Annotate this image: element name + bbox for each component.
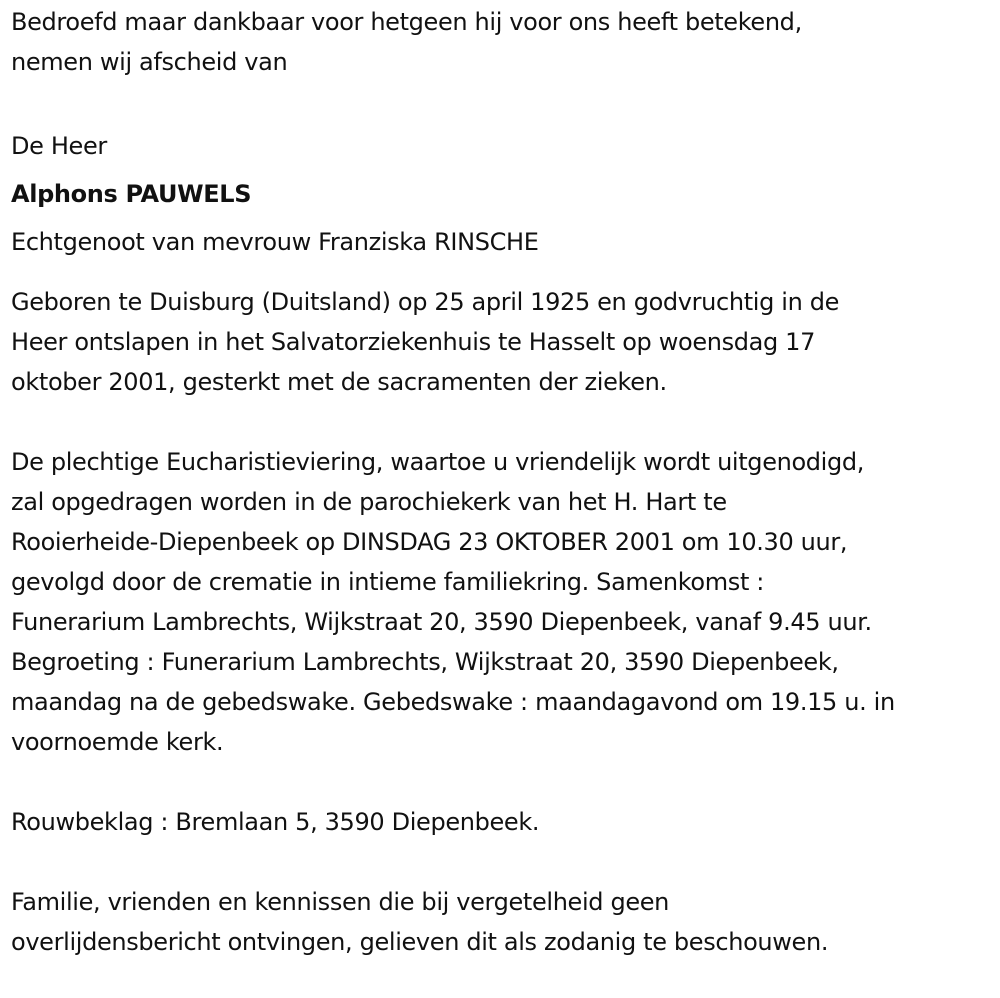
condolence-line: Rouwbeklag : Bremlaan 5, 3590 Diepenbeek. <box>11 808 540 836</box>
person-title: De Heer <box>11 132 107 160</box>
ceremony-line: voornoemde kerk. <box>11 728 224 756</box>
closing-paragraph <box>11 882 996 962</box>
ceremony-line: maandag na de gebedswake. Gebedswake : maandagavond om 19.15 u. in <box>11 688 895 716</box>
spacer <box>11 842 996 882</box>
intro-paragraph <box>11 2 996 82</box>
condolence-paragraph <box>11 802 996 842</box>
spacer <box>11 82 996 122</box>
spacer <box>11 266 996 282</box>
person-block <box>11 122 996 266</box>
spacer <box>11 762 996 802</box>
ceremony-paragraph <box>11 442 996 762</box>
ceremony-line: Begroeting : Funerarium Lambrechts, Wijkstraat 20, 3590 Diepenbeek, <box>11 648 839 676</box>
ceremony-line: Rooierheide-Diepenbeek op DINSDAG 23 OKTOBER 2001 om 10.30 uur, <box>11 528 848 556</box>
ceremony-line: De plechtige Eucharistieviering, waartoe u vriendelijk wordt uitgenodigd, <box>11 448 865 476</box>
birth-line: Geboren te Duisburg (Duitsland) op 25 april 1925 en godvruchtig in de <box>11 288 840 316</box>
intro-line: nemen wij afscheid van <box>11 48 288 76</box>
death-notice <box>11 2 996 962</box>
closing-line: overlijdensbericht ontvingen, gelieven dit als zodanig te beschouwen. <box>11 928 829 956</box>
intro-line: Bedroefd maar dankbaar voor hetgeen hij voor ons heeft betekend, <box>11 8 802 36</box>
ceremony-line: Funerarium Lambrechts, Wijkstraat 20, 3590 Diepenbeek, vanaf 9.45 uur. <box>11 608 872 636</box>
birth-line: oktober 2001, gesterkt met de sacramenten der zieken. <box>11 368 667 396</box>
ceremony-line: zal opgedragen worden in de parochiekerk van het H. Hart te <box>11 488 727 516</box>
ceremony-line: gevolgd door de crematie in intieme familiekring. Samenkomst : <box>11 568 765 596</box>
person-spouse: Echtgenoot van mevrouw Franziska RINSCHE <box>11 228 539 256</box>
person-name: Alphons PAUWELS <box>11 180 252 208</box>
spacer <box>11 402 996 442</box>
birth-paragraph <box>11 282 996 402</box>
birth-line: Heer ontslapen in het Salvatorziekenhuis te Hasselt op woensdag 17 <box>11 328 815 356</box>
closing-line: Familie, vrienden en kennissen die bij vergetelheid geen <box>11 888 670 916</box>
